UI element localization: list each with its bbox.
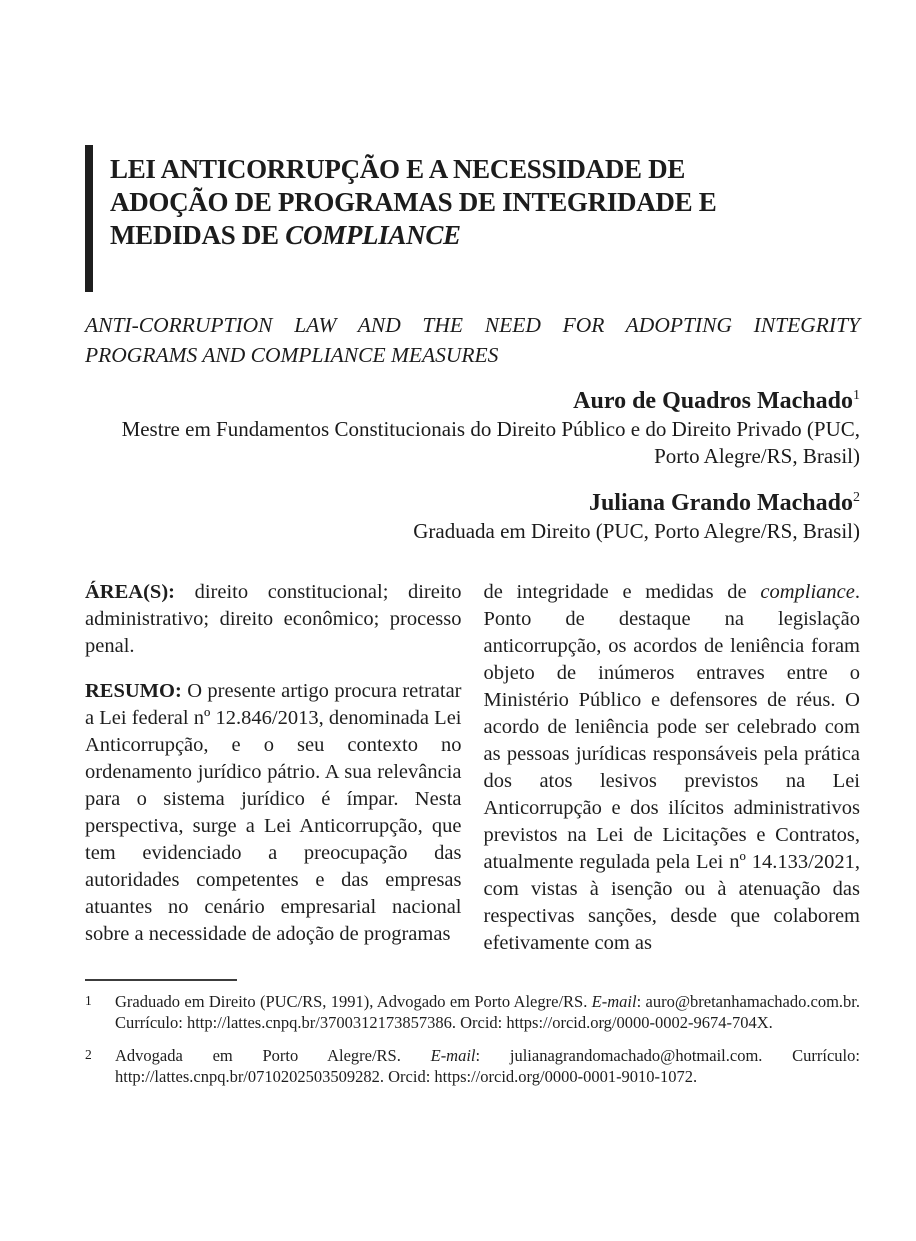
resumo-text-left: O presente artigo procura retratar a Lei federal nº 12.846/2013, denominada Lei Anticorrupção, e o seu contexto no ordenamento jurídico pátrio. A sua relevância para o sistema jurídico é ímpar. Nesta perspectiva, surge a Lei Anticorrupção, que tem evidenciado a preocupação das autoridades competentes e das empresas atuantes no cenário empresarial nacional sobre a necessidade de adoção de programas (85, 680, 462, 945)
author-name-2-text: Juliana Grando Machado (588, 490, 853, 516)
article-title-en: ANTI-CORRUPTION LAW AND THE NEED FOR ADOPTING INTEGRITY PROGRAMS AND COMPLIANCE MEASURES (85, 313, 860, 367)
column-left (85, 579, 462, 957)
author-block-2 (85, 488, 860, 545)
footnote-1-post: : auro@bretanhamachado.com.br. Currículo: http://lattes.cnpq.br/3700312173857386. Orcid: https://orcid.org/0000-0002-9674-704X. (115, 992, 860, 1032)
abstract-columns (85, 579, 860, 957)
resumo-paragraph (85, 678, 462, 948)
footnote-2 (85, 1045, 860, 1087)
author-affiliation-1: Mestre em Fundamentos Constitucionais do Direito Público e do Direito Privado (PUC, Porto Alegre/RS, Brasil) (121, 417, 860, 468)
footnote-1-pre: Graduado em Direito (PUC/RS, 1991), Advogado em Porto Alegre/RS. (115, 992, 592, 1011)
areas-text: direito constitucional; direito administrativo; direito econômico; processo penal. (85, 581, 462, 657)
footnote-2-email-label: E-mail (430, 1046, 476, 1065)
resumo-text-right-pre: de integridade e medidas de (483, 581, 761, 603)
areas-paragraph (85, 579, 462, 660)
article-title-pt (110, 153, 805, 252)
author-name-1-text: Auro de Quadros Machado (573, 388, 853, 414)
footnote-rule (85, 979, 237, 981)
footnote-1-marker: 1 (85, 993, 92, 1008)
author-name-1 (85, 386, 860, 416)
author-affiliation-2: Graduada em Direito (PUC, Porto Alegre/RS, Brasil) (413, 519, 860, 543)
author-name-2 (85, 488, 860, 518)
column-right (484, 579, 861, 957)
article-title-pt-main: LEI ANTICORRUPÇÃO E A NECESSIDADE DE ADOÇÃO DE PROGRAMAS DE INTEGRIDADE E MEDIDAS DE (110, 154, 717, 250)
resumo-label: RESUMO: (85, 680, 182, 702)
footnotes-section (85, 979, 860, 1087)
resumo-text-right-post: . Ponto de destaque na legislação anticorrupção, os acordos de leniência foram objeto de inúmeros entraves entre o Ministério Público e defensores de réus. O acordo de leniência pode ser celebrado com as pessoas jurídicas responsáveis pela prática dos atos lesivos previstos na Lei Anticorrupção e dos ilícitos administrativos previstos na Lei de Licitações e Contratos, atualmente regulada pela Lei nº 14.133/2021, com vistas à isenção ou à atenuação das respectivas sanções, desde que colaborem efetivamente com as (483, 581, 860, 954)
footnote-ref-2: 2 (853, 490, 860, 505)
article-title-pt-emphasis: COMPLIANCE (285, 220, 461, 250)
resumo-continuation (484, 579, 861, 957)
author-block-1 (85, 386, 860, 470)
footnote-ref-1: 1 (853, 388, 860, 403)
title-block (85, 145, 860, 292)
footnote-1-email-label: E-mail (591, 992, 637, 1011)
footnote-1 (85, 991, 860, 1033)
footnote-1-text (115, 991, 860, 1033)
footnote-2-post: : julianagrandomachado@hotmail.com. Currículo: http://lattes.cnpq.br/0710202503509282. Orcid: https://orcid.org/0000-0001-9010-1072. (115, 1046, 860, 1086)
footnote-2-pre: Advogada em Porto Alegre/RS. (115, 1046, 431, 1065)
footnote-2-text (115, 1045, 860, 1087)
footnote-2-marker: 2 (85, 1047, 92, 1062)
resumo-text-right-italic: compliance (760, 581, 855, 603)
areas-label: ÁREA(S): (85, 581, 175, 603)
